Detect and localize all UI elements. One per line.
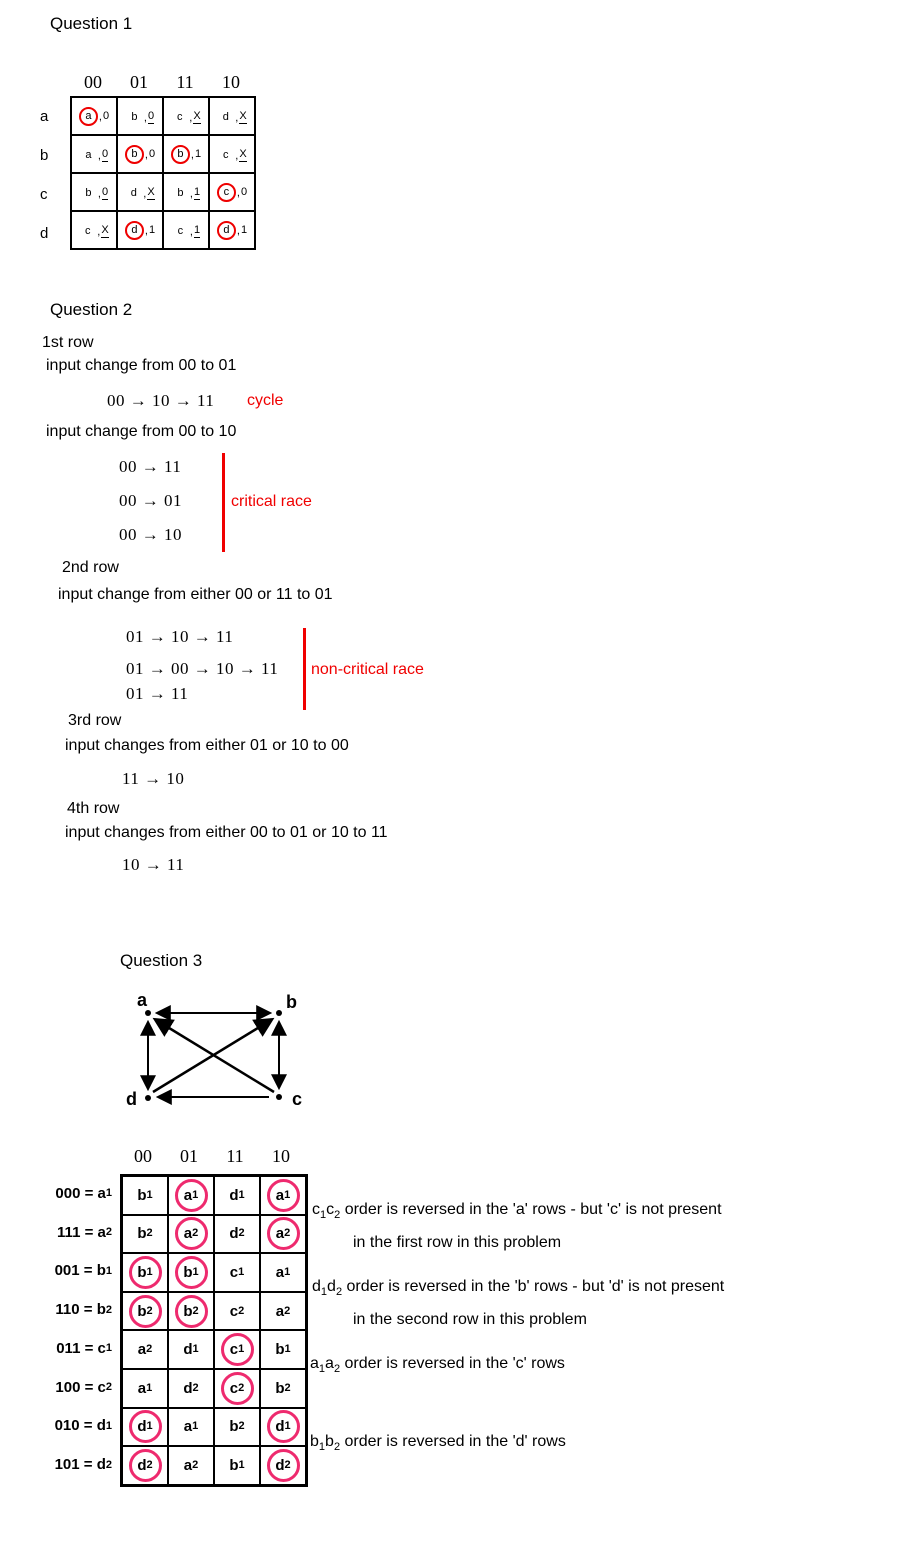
q1-column-headers	[70, 72, 254, 93]
cell-output: X	[239, 148, 247, 161]
transition-sequence: 00 → 10 → 11	[107, 391, 215, 410]
non-critical-race-label: non-critical race	[311, 661, 424, 678]
node-d-dot	[145, 1095, 151, 1101]
next-state: c	[223, 148, 229, 161]
stable-state-circle: b 2	[175, 1295, 208, 1328]
q3-row-label: 001 = b 1	[54, 1262, 112, 1280]
stable-state-circle: c	[217, 183, 236, 202]
cycle-label: cycle	[247, 392, 284, 409]
q3-note-c-rows: $a_1a_2$ order is reversed in the 'c' rows	[310, 1355, 565, 1376]
stable-state-circle: b 2	[129, 1295, 162, 1328]
q1-row-headers	[40, 97, 48, 253]
q3-cell	[214, 1330, 260, 1369]
transition-sequence: 11 → 10	[122, 769, 185, 788]
q1-cell: b , 0	[117, 135, 163, 173]
q3-flow-table	[120, 1174, 308, 1487]
q1-row-header: b	[40, 147, 49, 164]
q3-cell	[122, 1446, 169, 1485]
q3-cell	[168, 1176, 214, 1215]
q1-table-row	[71, 173, 255, 211]
cell-output: X	[147, 186, 155, 199]
transition-sequence: 00 → 10	[119, 525, 182, 544]
stable-state-circle: b 1	[175, 1256, 208, 1289]
transition-sequence: 10 → 11	[122, 855, 185, 874]
q1-table-row	[71, 211, 255, 249]
q1-flow-table	[70, 96, 256, 250]
stable-state-circle: a	[79, 107, 98, 126]
stable-state-circle: d 1	[267, 1410, 300, 1443]
group-bar	[303, 628, 306, 710]
node-b-label: b	[286, 992, 297, 1012]
group-bar	[222, 453, 225, 552]
q3-row-label: 111 = a 2	[57, 1223, 112, 1241]
q1-cell: c , 0	[209, 173, 255, 211]
q1-cell: c , 1	[163, 211, 209, 249]
cell-output: 0	[147, 110, 155, 123]
q3-cell: b 1	[260, 1330, 307, 1369]
q3-row-label: 010 = d 1	[54, 1417, 112, 1435]
q3-cell: b 2	[260, 1369, 307, 1408]
stable-state-circle: b	[171, 145, 190, 164]
q2-row2-heading: 2nd row	[62, 559, 119, 576]
q3-row-label: 100 = c 2	[55, 1378, 112, 1396]
q1-row-header: d	[40, 225, 49, 242]
q1-cell: d , X	[117, 173, 163, 211]
q1-cell: a , 0	[71, 135, 117, 173]
q3-table-row	[122, 1176, 307, 1215]
q3-cell: d 2	[168, 1369, 214, 1408]
q3-cell: a 1	[122, 1369, 169, 1408]
q1-title: Question 1	[50, 14, 133, 33]
q1-row-header: c	[40, 186, 48, 203]
q3-table-row	[122, 1253, 307, 1292]
transition-sequence: 01 → 11	[126, 684, 189, 703]
q2-row1-heading: 1st row	[42, 334, 94, 351]
cell-output: 0	[102, 110, 110, 123]
q1-cell: b , 1	[163, 135, 209, 173]
q3-table-row	[122, 1215, 307, 1254]
next-state: c	[85, 224, 91, 237]
q3-cell: d 2	[214, 1215, 260, 1254]
cell-output: X	[239, 110, 247, 123]
node-c-dot	[276, 1094, 282, 1100]
next-state: c	[177, 110, 183, 123]
q3-row-labels	[24, 1174, 112, 1484]
stable-state-circle: a 1	[175, 1179, 208, 1212]
q3-title: Question 3	[120, 951, 203, 970]
q1-col-header: 11	[176, 72, 194, 92]
q2-row3-heading: 3rd row	[68, 712, 122, 729]
stable-state-circle: a 2	[175, 1217, 208, 1250]
q3-cell: b 1	[122, 1176, 169, 1215]
q3-cell	[168, 1292, 214, 1331]
q3-cell	[260, 1446, 307, 1485]
q3-column-headers	[120, 1146, 304, 1167]
q3-cell: a 1	[168, 1408, 214, 1447]
q3-note-a-rows: $c_1c_2$ order is reversed in the 'a' rows - but 'c' is not present in the first row in this problem	[312, 1201, 722, 1252]
stable-state-circle: a 1	[267, 1179, 300, 1212]
q3-row-label: 101 = d 2	[54, 1456, 112, 1474]
transition-sequence: 00 → 11	[119, 457, 182, 476]
stable-state-circle: c 1	[221, 1333, 254, 1366]
q1-cell: b , 1	[163, 173, 209, 211]
next-state: d	[222, 110, 229, 123]
q3-cell	[168, 1253, 214, 1292]
q3-cell: b 2	[122, 1215, 169, 1254]
q3-col-header: 01	[180, 1146, 198, 1166]
cell-output: 1	[194, 148, 202, 161]
q2-row1-line2: input change from 00 to 10	[46, 423, 237, 440]
state-transition-diagram	[115, 980, 315, 1112]
q3-cell	[260, 1176, 307, 1215]
q3-cell: a 2	[260, 1292, 307, 1331]
transition-sequence: 01 → 00 → 10 → 11	[126, 659, 279, 678]
q3-cell	[260, 1408, 307, 1447]
stable-state-circle: b	[125, 145, 144, 164]
q3-table-row	[122, 1369, 307, 1408]
q2-row4-line: input changes from either 00 to 01 or 10 to 11	[65, 824, 388, 841]
q1-row-header: a	[40, 108, 49, 125]
node-b-dot	[276, 1010, 282, 1016]
transition-sequence: 01 → 10 → 11	[126, 627, 234, 646]
q1-table-row	[71, 97, 255, 135]
edge-d-b	[153, 1020, 271, 1092]
q3-cell: b 2	[214, 1408, 260, 1447]
q3-cell	[214, 1369, 260, 1408]
q1-col-header: 10	[222, 72, 240, 92]
critical-race-label: critical race	[231, 493, 312, 510]
q3-cell	[122, 1253, 169, 1292]
q3-col-header: 10	[272, 1146, 290, 1166]
q3-cell: a 2	[122, 1330, 169, 1369]
cell-output: 1	[240, 224, 248, 237]
cell-output: 0	[101, 186, 109, 199]
q1-cell: c , X	[163, 97, 209, 135]
q2-title: Question 2	[50, 300, 133, 319]
transition-sequence: 00 → 01	[119, 491, 182, 510]
q1-cell: d , 1	[117, 211, 163, 249]
next-state: d	[130, 186, 137, 199]
q3-cell: b 1	[214, 1446, 260, 1485]
q1-cell: a , 0	[71, 97, 117, 135]
stable-state-circle: b 1	[129, 1256, 162, 1289]
cell-output: 1	[148, 224, 156, 237]
next-state: a	[85, 148, 92, 161]
q1-col-header: 00	[84, 72, 102, 92]
stable-state-circle: d 2	[267, 1449, 300, 1482]
edge-c-a	[156, 1020, 274, 1092]
q3-row-label: 000 = a 1	[55, 1184, 112, 1202]
q2-row3-line: input changes from either 01 or 10 to 00	[65, 737, 349, 754]
next-state: b	[85, 186, 92, 199]
q3-col-header: 11	[226, 1146, 244, 1166]
q1-table-row	[71, 135, 255, 173]
stable-state-circle: d	[217, 221, 236, 240]
q3-note-b-rows: $d_1d_2$ order is reversed in the 'b' rows - but 'd' is not present in the second row in this problem	[312, 1278, 725, 1329]
q3-table-row	[122, 1330, 307, 1369]
cell-output: 1	[193, 224, 201, 237]
stable-state-circle: d 2	[129, 1449, 162, 1482]
q1-cell: d , X	[209, 97, 255, 135]
q3-table-row	[122, 1408, 307, 1447]
q2-row2-line: input change from either 00 or 11 to 01	[58, 586, 333, 603]
q3-table-row	[122, 1446, 307, 1485]
stable-state-circle: a 2	[267, 1217, 300, 1250]
node-c-label: c	[292, 1089, 303, 1109]
node-d-label: d	[126, 1089, 137, 1109]
q3-cell	[168, 1215, 214, 1254]
cell-output: 0	[240, 186, 248, 199]
next-state: b	[177, 186, 184, 199]
q3-table-row	[122, 1292, 307, 1331]
cell-output: 0	[148, 148, 156, 161]
q1-cell: c , X	[209, 135, 255, 173]
cell-output: 1	[193, 186, 201, 199]
q3-cell: c 1	[214, 1253, 260, 1292]
cell-output: X	[101, 224, 109, 237]
q3-row-label: 011 = c 1	[56, 1339, 112, 1357]
node-a-dot	[145, 1010, 151, 1016]
q3-cell	[122, 1292, 169, 1331]
q1-col-header: 01	[130, 72, 148, 92]
cell-output: 0	[101, 148, 109, 161]
q3-cell: a 1	[260, 1253, 307, 1292]
stable-state-circle: d	[125, 221, 144, 240]
q2-row4-heading: 4th row	[67, 800, 120, 817]
node-a-label: a	[137, 990, 148, 1010]
q3-cell: d 1	[168, 1330, 214, 1369]
q1-cell: b , 0	[117, 97, 163, 135]
q3-cell: a 2	[168, 1446, 214, 1485]
q3-cell: c 2	[214, 1292, 260, 1331]
q3-cell	[260, 1215, 307, 1254]
q3-col-header: 00	[134, 1146, 152, 1166]
stable-state-circle: c 2	[221, 1372, 254, 1405]
q3-note-d-rows: $b_1b_2$ order is reversed in the 'd' rows	[310, 1433, 566, 1454]
q1-cell: d , 1	[209, 211, 255, 249]
q3-cell	[122, 1408, 169, 1447]
next-state: b	[131, 110, 138, 123]
q3-cell: d 1	[214, 1176, 260, 1215]
q1-cell: c , X	[71, 211, 117, 249]
q1-cell: b , 0	[71, 173, 117, 211]
cell-output: X	[193, 110, 201, 123]
next-state: c	[177, 224, 184, 237]
stable-state-circle: d 1	[129, 1410, 162, 1443]
q2-row1-line1: input change from 00 to 01	[46, 357, 237, 374]
q3-row-label: 110 = b 2	[55, 1301, 112, 1319]
